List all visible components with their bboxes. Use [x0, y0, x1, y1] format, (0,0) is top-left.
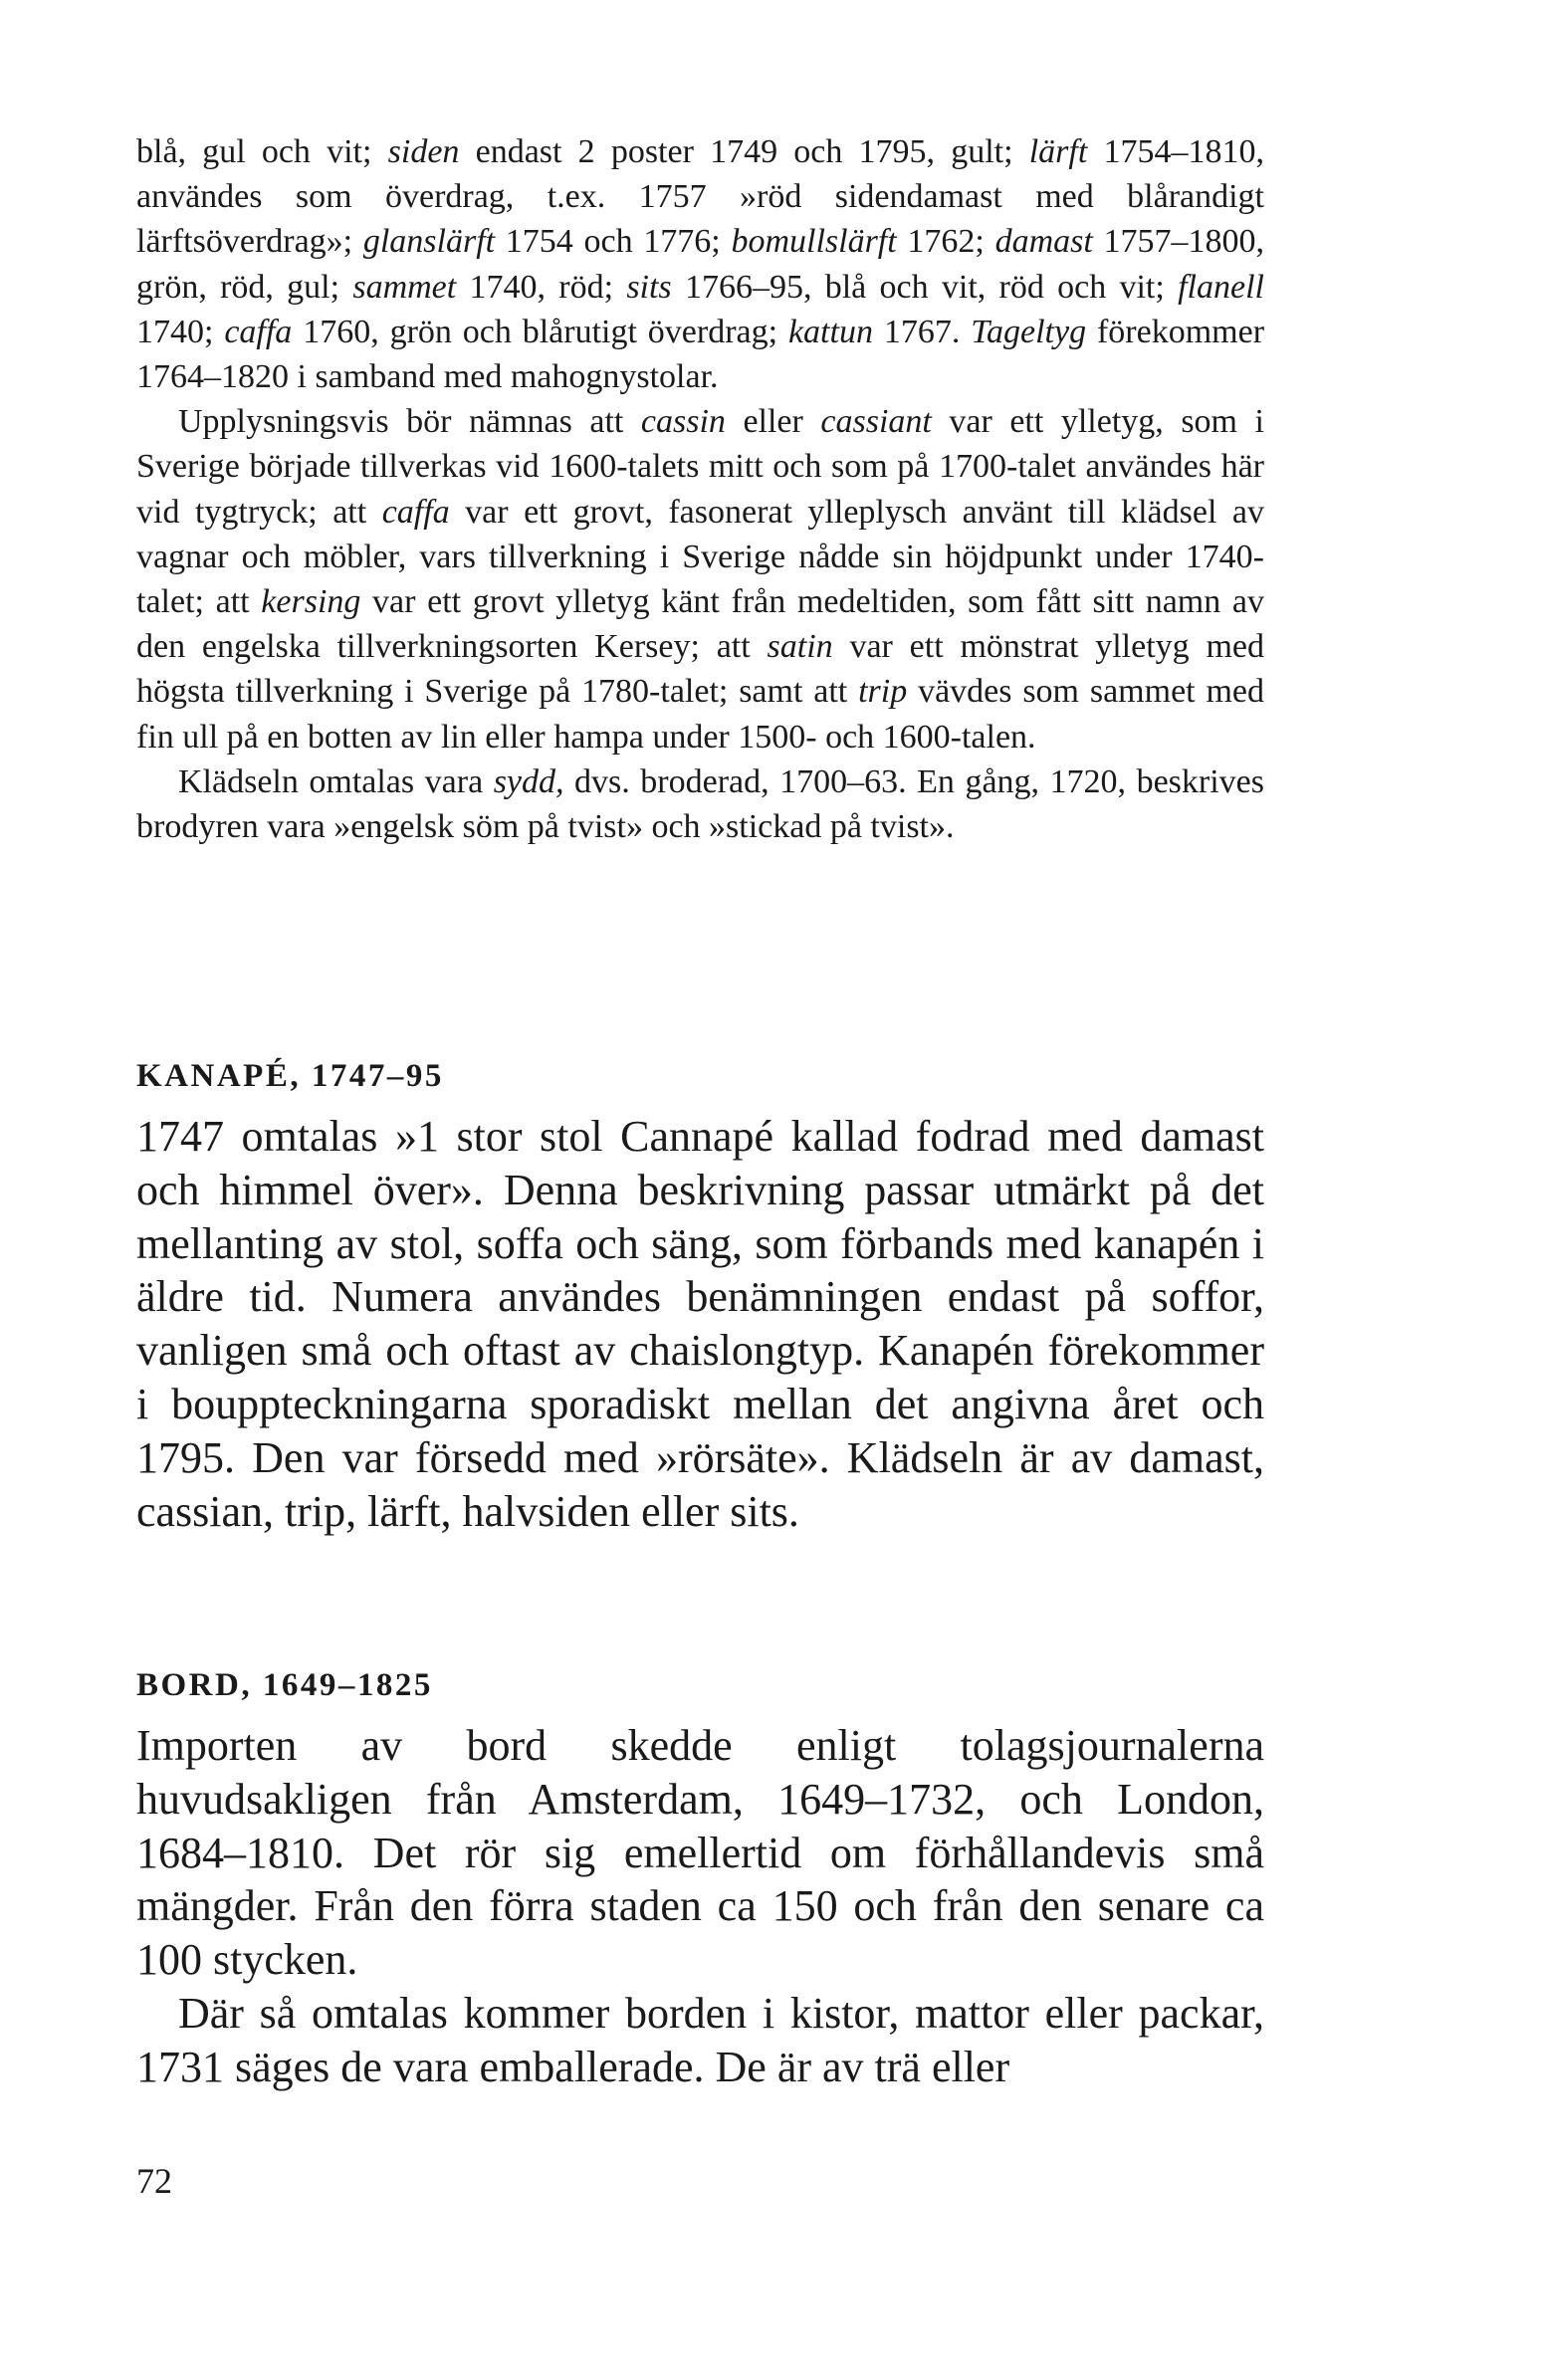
- section-heading-bord: BORD, 1649–1825: [136, 1667, 433, 1703]
- section-upholstery-materials: [136, 129, 1264, 849]
- italic-term: bomullslärft: [731, 223, 897, 261]
- page-number: 72: [136, 2161, 172, 2201]
- italic-term: sydd,: [493, 762, 564, 800]
- italic-term: sits: [626, 268, 672, 306]
- italic-term: trip: [858, 673, 908, 711]
- paragraph: Där så omtalas kommer borden i kistor, mattor eller packar, 1731 säges de vara emballerade. De är av trä eller: [136, 1988, 1264, 2091]
- italic-term: lärft: [1028, 133, 1088, 170]
- italic-term: kersing: [261, 583, 361, 621]
- italic-term: flanell: [1178, 268, 1264, 306]
- italic-term: caffa: [224, 313, 293, 350]
- italic-term: glanslärft: [362, 223, 496, 261]
- italic-term: satin: [767, 628, 833, 666]
- section-bord: [136, 1719, 1264, 2094]
- section-heading-kanape: KANAPÉ, 1747–95: [136, 1058, 444, 1094]
- section-kanape: [136, 1110, 1264, 1538]
- italic-term: Tageltyg: [971, 313, 1087, 350]
- paragraph: Klädseln omtalas vara sydd, dvs. broderad, 1700–63. En gång, 1720, beskrives brodyren vara »engelsk söm på tvist» och »stickad på tvist».: [136, 762, 1264, 846]
- paragraph: Upplysningsvis bör nämnas att cassin eller cassiant var ett ylletyg, som i Sverige började tillverkas vid 1600-talets mitt och som på 1700-talet användes här vid tygtryck; att caffa var ett grovt, fasonerat ylleplysch använt till klädsel av vagnar och möbler, vars tillverkning i Sverige nådde sin höjdpunkt under 1740-talet; att kersing var ett grovt ylletyg känt från medeltiden, som fått sitt namn av den engelska tillverkningsorten Kersey; att satin var ett mönstrat ylletyg med högsta tillverkning i Sverige på 1780-talet; samt att trip vävdes som sammet med fin ull på en botten av lin eller hampa under 1500- och 1600-talen.: [136, 403, 1265, 756]
- italic-term: cassin: [640, 403, 726, 441]
- paragraph: 1747 omtalas »1 stor stol Cannapé kallad fodrad med damast och himmel över». Denna beskrivning passar utmärkt på det mellanting av stol, soffa och säng, som förbands med kanapén i äldre tid. Numera användes benämningen endast på soffor, vanligen små och oftast av chaislongtyp. Kanapén förekommer i bouppteckningarna sporadiskt mellan det angivna året och 1795. Den var försedd med »rörsäte». Klädseln är av damast, cassian, trip, lärft, halvsiden eller sits.: [136, 1112, 1264, 1536]
- italic-term: siden: [387, 133, 460, 170]
- italic-term: sammet: [352, 268, 457, 306]
- italic-term: kattun: [787, 313, 873, 350]
- italic-term: damast: [994, 223, 1093, 261]
- paragraph: blå, gul och vit; siden endast 2 poster 1749 och 1795, gult; lärft 1754–1810, användes som överdrag, t.ex. 1757 »röd sidendamast med blårandigt lärftsöverdrag»; glanslärft 1754 och 1776; bomullslärft 1762; damast 1757–1800, grön, röd, gul; sammet 1740, röd; sits 1766–95, blå och vit, röd och vit; flanell 1740; caffa 1760, grön och blårutigt överdrag; kattun 1767. Tageltyg förekommer 1764–1820 i samband med mahognystolar.: [136, 133, 1265, 396]
- paragraph: Importen av bord skedde enligt tolagsjournalerna huvudsakligen från Amsterdam, 1649–1732, och London, 1684–1810. Det rör sig emellertid om förhållandevis små mängder. Från den förra staden ca 150 och från den senare ca 100 stycken.: [136, 1721, 1264, 1985]
- italic-term: cassiant: [820, 403, 932, 441]
- italic-term: caffa: [381, 493, 450, 531]
